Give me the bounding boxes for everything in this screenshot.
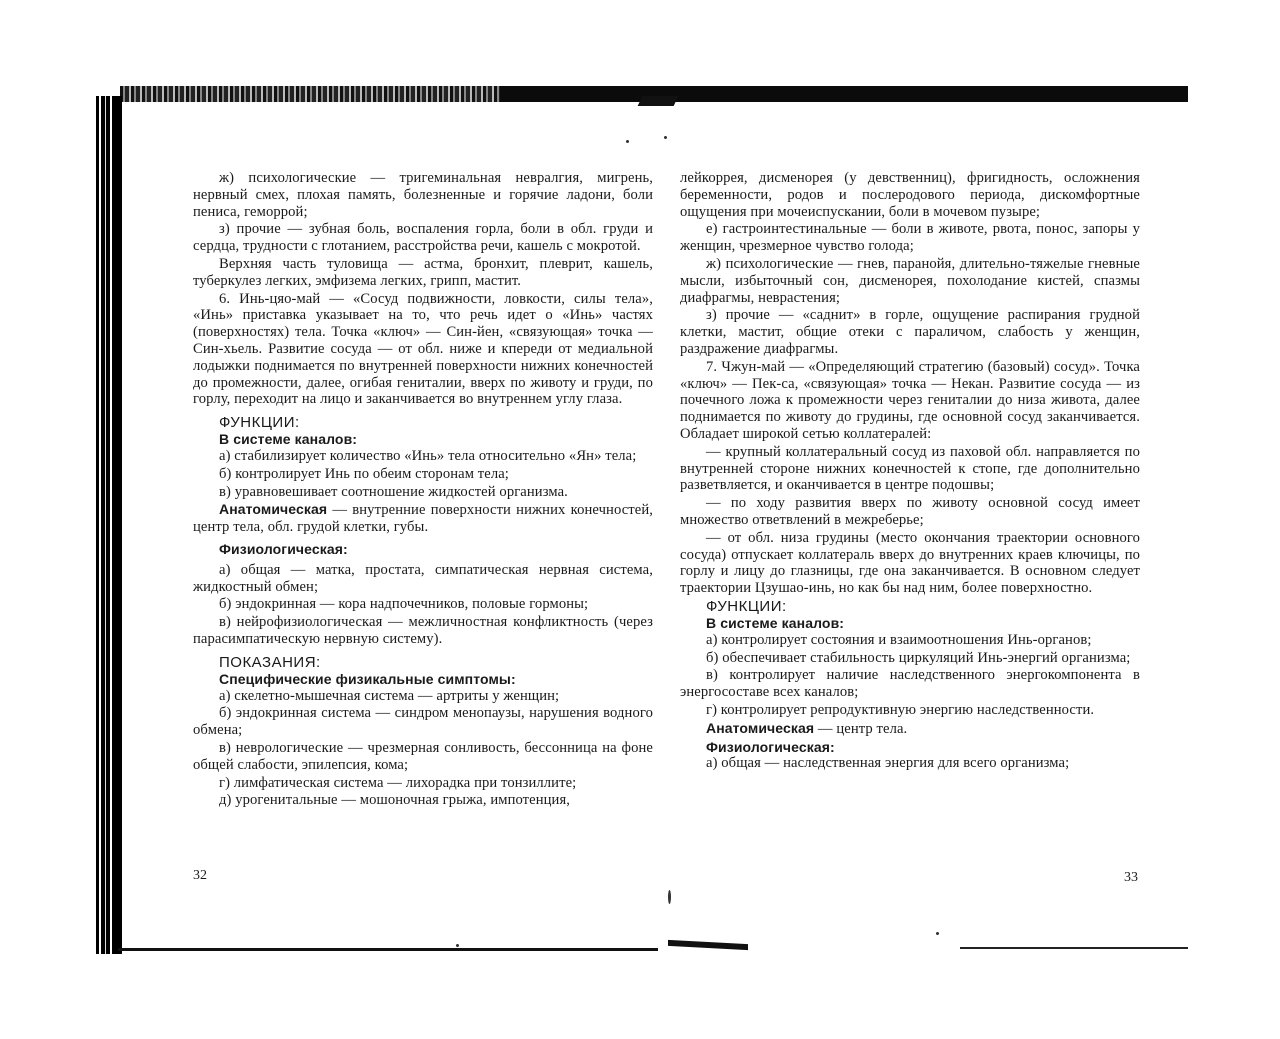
paragraph: лейкоррея, дисменорея (у девственниц), фригидность, осложнения беременности, родов и послеродового периода, дискомфортные ощущения при мочеиспускании, боли в мочевом пузыре; xyxy=(680,170,1140,220)
scan-speck xyxy=(456,944,459,947)
scan-bottom-line-left xyxy=(118,948,658,951)
channels-subheading: В системе каналов: xyxy=(219,431,358,448)
paragraph: — от обл. низа грудины (место окончания траектории основного сосуда) отпускает коллатераль вверх до внутренних краев ключицы, по горлу и лицу до глазницы, где она заканчивается. В основном следует траектории Цзушао-инь, но как бы над ним, более поверхностно. xyxy=(680,529,1140,597)
functions-heading: ФУНКЦИИ: xyxy=(219,414,300,432)
list-item: в) нейрофизиологическая — межличностная конфликтность (через парасимпатическую нервную систему). xyxy=(193,614,653,647)
paragraph: — по ходу развития вверх по животу основной сосуд имеет множество ответвлений в межреберье; xyxy=(680,495,1140,528)
anatomical-label: Анатомическая xyxy=(219,501,328,518)
channels-subheading: В системе каналов: xyxy=(706,614,845,631)
list-item: д) урогенитальные — мошоночная грыжа, импотенция, xyxy=(219,792,571,809)
list-item: а) контролирует состояния и взаимоотношения Инь-органов; xyxy=(706,631,1092,648)
scan-speck xyxy=(664,136,667,139)
scan-speck xyxy=(668,890,671,904)
list-item: б) контролирует Инь по обеим сторонам тела; xyxy=(219,465,509,482)
anatomical-paragraph xyxy=(680,720,1140,738)
left-page-number: 32 xyxy=(193,868,207,883)
physiological-subheading: Физиологическая: xyxy=(219,540,348,557)
list-item: б) эндокринная система — синдром менопаузы, нарушения водного обмена; xyxy=(193,705,653,739)
anatomical-label: Анатомическая xyxy=(706,719,815,736)
symptoms-subheading: Специфические физикальные симптомы: xyxy=(219,670,516,687)
scan-gutter-mark xyxy=(638,96,679,106)
anatomical-paragraph xyxy=(193,501,653,536)
paragraph: з) прочие — зубная боль, воспаления горла, боли в обл. груди и сердца, трудности с глотанием, расстройства речи, кашель с мокротой. xyxy=(193,221,653,255)
right-page-number: 33 xyxy=(1124,870,1138,885)
list-item: в) контролирует наличие наследственного энергокомпонента в энергосоставе всех каналов; xyxy=(680,667,1140,701)
paragraph: ж) психологические — гнев, паранойя, длительно-тяжелые гневные мысли, избыточный сон, дисменорея, похолодание кистей, спазмы диафрагмы, неврастения; xyxy=(680,255,1140,306)
list-item: а) стабилизирует количество «Инь» тела относительно «Ян» тела; xyxy=(219,447,637,464)
functions-heading: ФУНКЦИИ: xyxy=(706,597,787,615)
paragraph: 6. Инь-цяо-май — «Сосуд подвижности, ловкости, силы тела», «Инь» приставка указывает на то, что речь идет о «Инь» частях (поверхностях) тела. Точка «ключ» — Син-йен, «связующая» точка — Син-хьель. Развитие сосуда — от обл. ниже и кпереди от медиальной лодыжки поднимается по внутренней поверхности нижних конечностей до промежности, далее, огибая гениталии, вверх по животу и груди, по горлу, переходит на лицо и заканчивается во внутреннем углу глаза. xyxy=(193,290,653,408)
scan-bottom-line-right xyxy=(960,947,1188,949)
right-page xyxy=(680,170,1140,773)
scan-left-edge xyxy=(96,96,122,954)
indications-heading: ПОКАЗАНИЯ: xyxy=(219,653,321,671)
list-item: а) общая — матка, простата, симпатическая нервная система, жидкостный обмен; xyxy=(193,561,653,595)
list-item: а) скелетно-мышечная система — артриты у женщин; xyxy=(219,687,560,704)
scan-speck xyxy=(936,932,939,935)
scan-bottom-mark-right xyxy=(668,940,748,950)
paragraph: е) гастроинтестинальные — боли в животе, рвота, понос, запоры у женщин, чрезмерное чувство голода; xyxy=(680,221,1140,255)
scan-top-noise xyxy=(120,86,500,102)
anatomical-text: — внутренние поверхности нижних конечностей, центр тела, обл. грудой клетки, губы. xyxy=(193,502,653,536)
paragraph: 7. Чжун-май — «Определяющий стратегию (базовый) сосуд». Точка «ключ» — Пек-са, «связующая» точка — Некан. Развитие сосуда — из почечного ложа к промежности через гениталии до низа живота, далее поднимается по животу до грудины, где основной сосуд заканчивается. Обладает широкой сетью коллатералей: xyxy=(680,358,1140,442)
list-item: б) обеспечивает стабильность циркуляций Инь-энергий организма; xyxy=(706,649,1131,666)
list-item: а) общая — наследственная энергия для всего организма; xyxy=(706,755,1070,772)
paragraph: Верхняя часть туловища — астма, бронхит, плеврит, кашель, туберкулез легких, эмфизема легких, грипп, мастит. xyxy=(193,255,653,289)
list-item: г) контролирует репродуктивную энергию наследственности. xyxy=(706,701,1095,718)
list-item: б) эндокринная — кора надпочечников, половые гормоны; xyxy=(219,596,589,613)
paragraph: — крупный коллатеральный сосуд из паховой обл. направляется по внутренней стороне нижних конечностей к стопе, где дополнительно разветвляется, и оканчивается в центре подошвы; xyxy=(680,443,1140,494)
paragraph: з) прочие — «саднит» в горле, ощущение распирания грудной клетки, мастит, общие отеки с параличом, слабость у женщин, раздражение диафрагмы. xyxy=(680,307,1140,357)
list-item: в) неврологические — чрезмерная сонливость, бессонница на фоне общей слабости, эпилепсия, кома; xyxy=(193,739,653,773)
scan-speck xyxy=(626,140,629,143)
list-item: г) лимфатическая система — лихорадка при тонзиллите; xyxy=(219,774,577,791)
left-page xyxy=(193,170,653,810)
anatomical-text: — центр тела. xyxy=(814,720,908,737)
physiological-subheading: Физиологическая: xyxy=(706,738,835,755)
list-item: в) уравновешивает соотношение жидкостей организма. xyxy=(219,483,568,500)
paragraph: ж) психологические — тригеминальная невралгия, мигрень, нервный смех, плохая память, болезненные и горячие ладони, боли пениса, геморрой; xyxy=(193,170,653,220)
